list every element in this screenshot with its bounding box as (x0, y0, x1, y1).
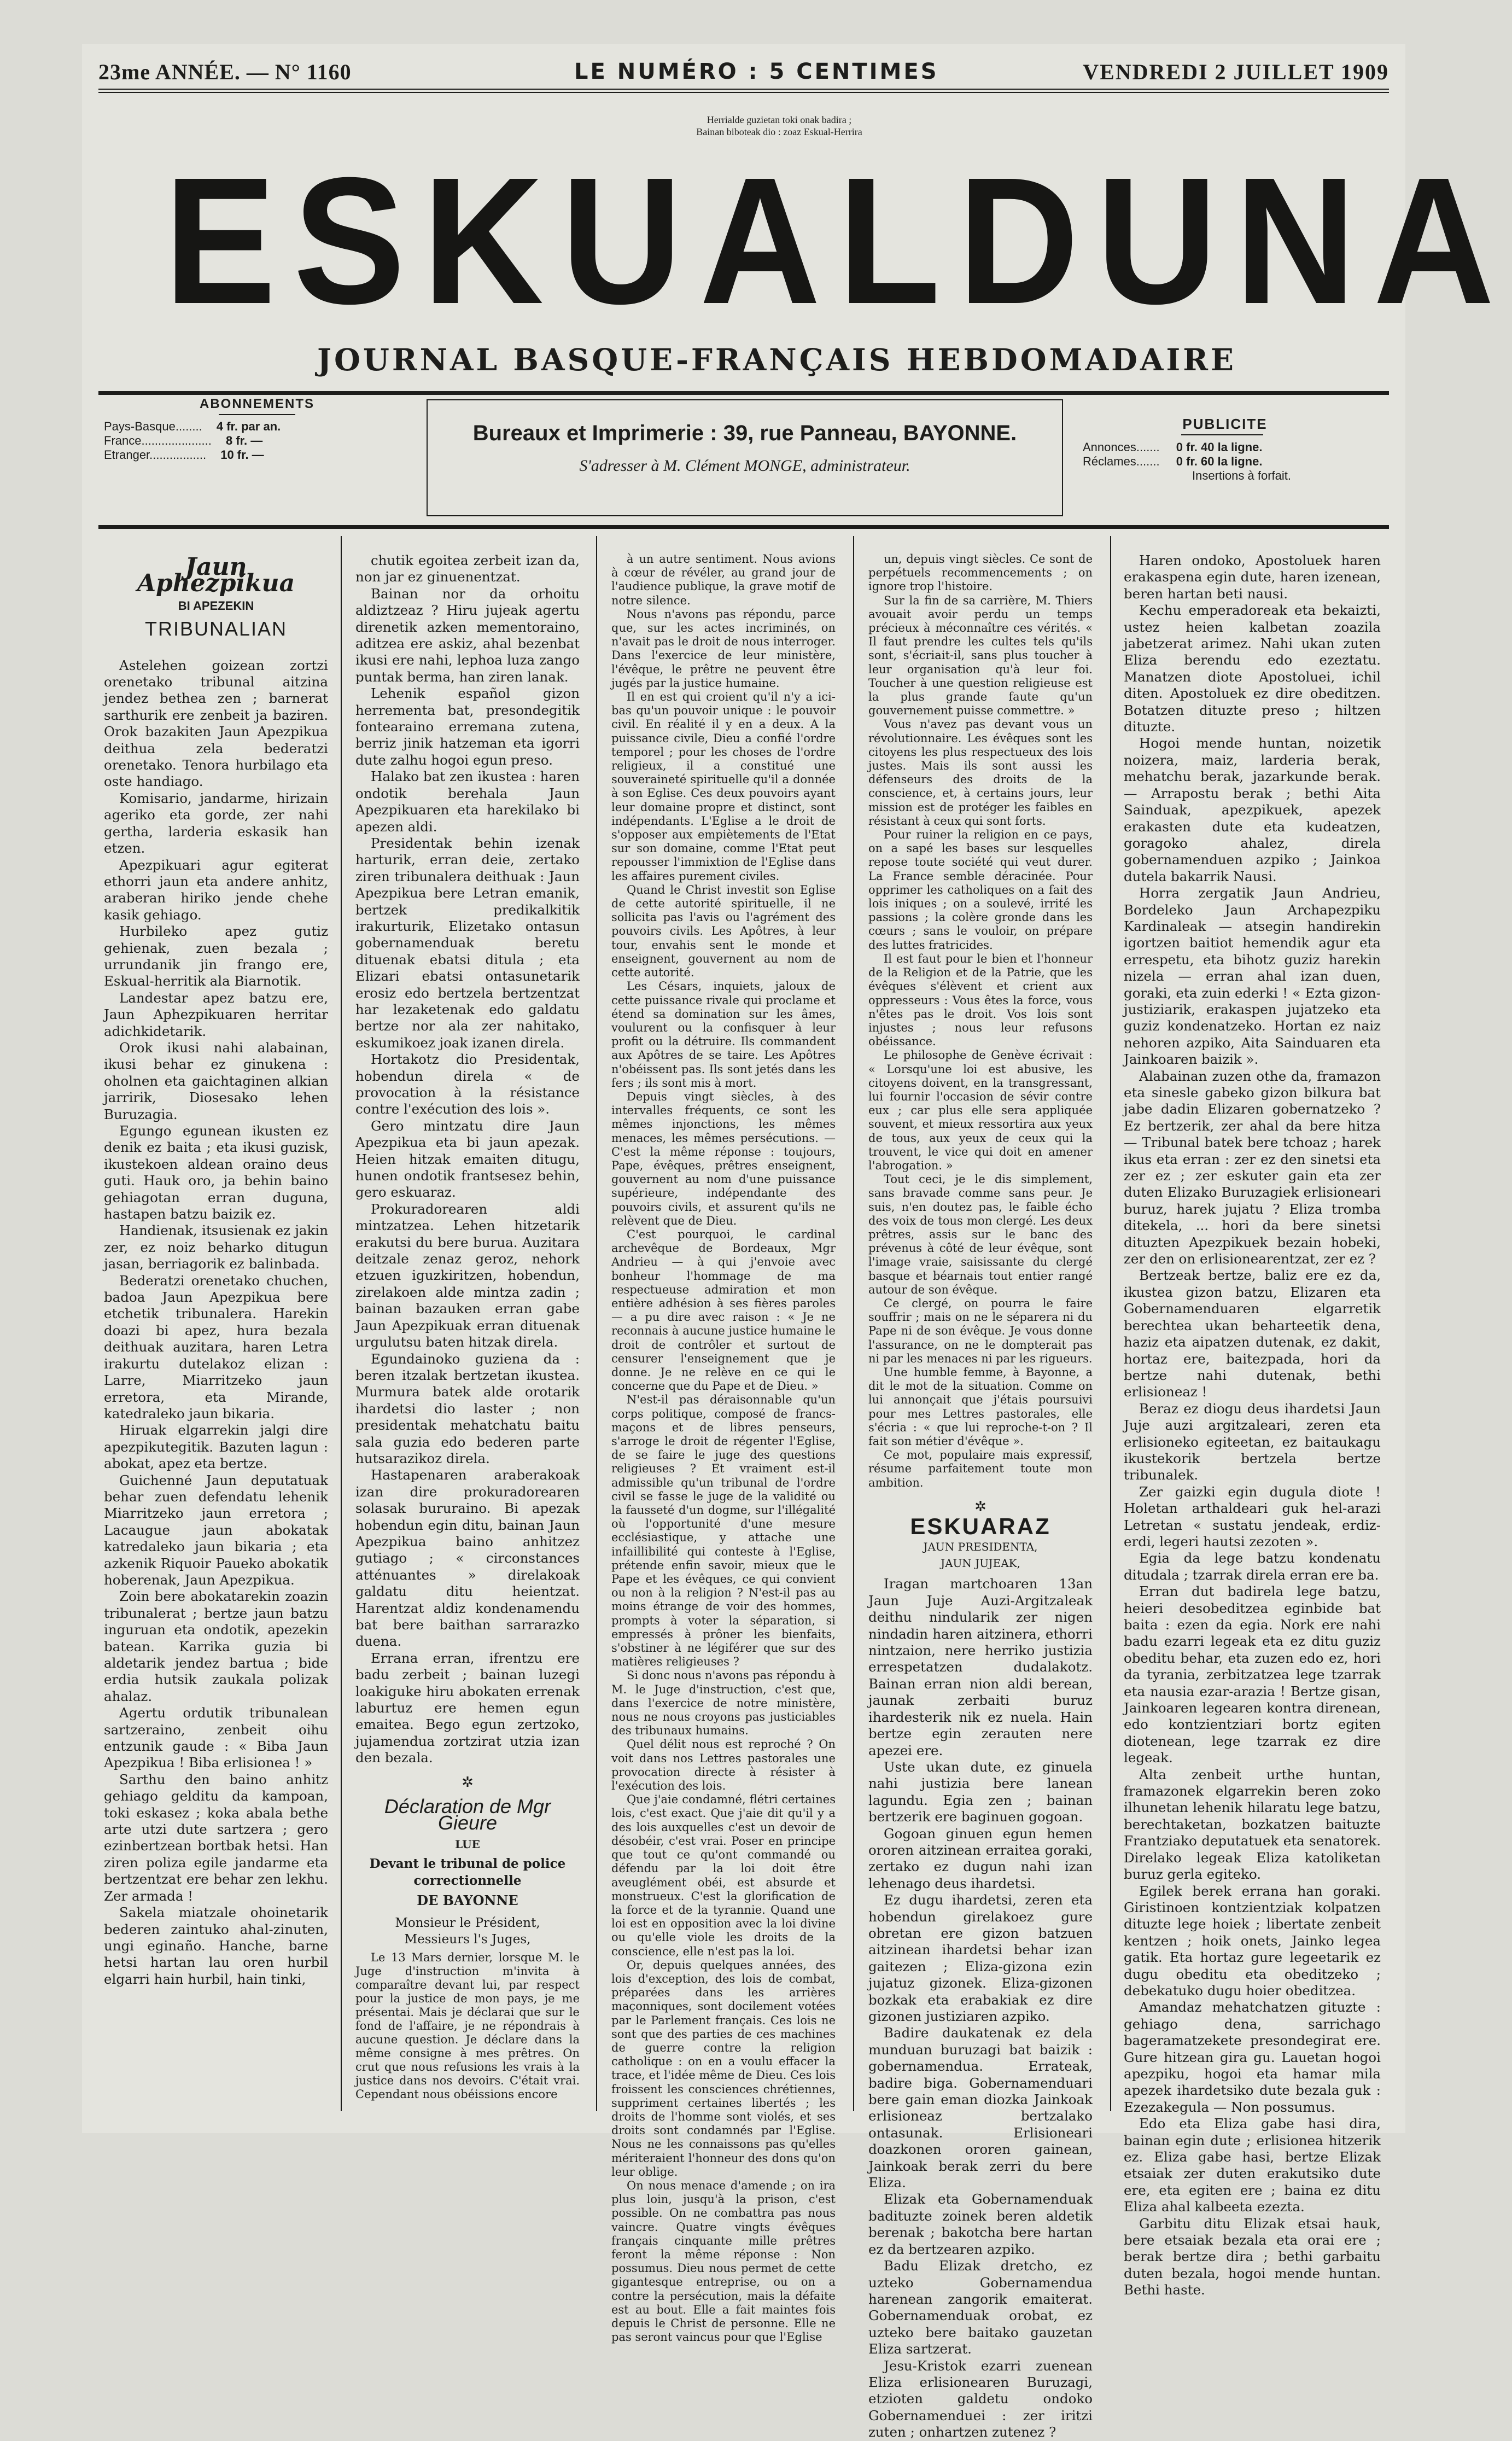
paragraph: Sakela miatzale ohoinetarik bederen zaintuko ahal-zinuten, ungi eginaño. Hanche, barne hetsi hartan lau oren hurbil elgarri hain hurbil, hain tinki, (104, 1904, 328, 1987)
paragraph: Hastapenaren araberakoak izan dire prokuradorearen solasak bururaino. Bi apezak hobendun egin ditu, bainan Jaun Apezpikua baino anhitzez gutiago ; « circonstances atténuantes » direlakoak galdatu ditu heientzat. Harentzat aldiz kondenamendu bat bere baithan sarrarazko duena. (355, 1467, 580, 1650)
bureaux-contact: S'adresser à M. Clément MONGE, administrateur. (579, 457, 910, 475)
issue-date: VENDREDI 2 JUILLET 1909 (1083, 60, 1389, 84)
column-divider (596, 536, 597, 2111)
masthead-top-line (82, 59, 1405, 92)
top-rule (98, 89, 1389, 90)
paragraph: Lehenik español gizon herrementa bat, presondegitik fontearaino erremana zutena, berriz jinik hatzeman eta igorri dute zalhu hogoi egun preso. (355, 685, 580, 768)
eskuaraz-salutation-1: JAUN PRESIDENTA, (923, 1540, 1038, 1553)
paragraph: Prokuradorearen aldi mintzatzea. Lehen hitzetarik erakutsi du bere burua. Auzitara deitzale zenaz geroz, nehork etzuen iguzkiritzen, hobendun, zirelakoen alde mintza zadin ; bainan bazauken erran gabe Jaun Apezpikuak erran dituenak urgulutsu baten hitzak direla. (355, 1201, 580, 1350)
paragraph: Une humble femme, à Bayonne, a dit le mot de la situation. Comme on lui annonçait que j'étais poursuivi pour mes Lettres pastorales, elle s'écria : « que lui reproche-t-on ? Il fait son métier d'évêque ». (868, 1365, 1093, 1448)
publicite-underline (1181, 434, 1263, 435)
publicite-box (1072, 416, 1378, 514)
abonnement-value: 4 fr. par an. (216, 420, 281, 433)
paragraph: Or, depuis quelques années, des lois d'exception, des lois de combat, préparées dans les arrières maçonniques, sont docilement votées par le Parlement français. Ces lois ne sont que des parties de ces machines de guerre contre la religion catholique : on en a voulu effacer la trace, et l'idée même de Dieu. Ces lois froissent les consciences chrétiennes, suppriment certaines libertés ; les droits de l'homme sont violés, et ses droits sont condamnés par l'Eglise. Nous ne les connaissons pas qu'elles mériteraient l'honneur des dons qu'on leur oblige. (611, 1958, 836, 2178)
paragraph: N'est-il pas déraisonnable qu'un corps politique, composé de francs-maçons et de libres penseurs, s'arroge le droit de régenter l'Eglise, de se faire le juge des questions religieuses ? Et vraiment est-il admissible qu'un tribunal de l'ordre civil se fasse le juge de la validité ou la fausseté d'un dogme, sur l'illégalité où l'opportunité d'une mesure ecclésiastique, y attache une infaillibilité qui conteste à l'Eglise, prétende enfin savoir, mieux que le Pape et les évêques, ce qui convient ou non à la religion ? N'est-il pas au moins étrange de voir des hommes, prompts à voter la séparation, si empressés à prôner les bienfaits, s'obstiner à ne légiférer que sur des matières religieuses ? (611, 1393, 836, 1669)
paragraph: On nous menace d'amende ; on ira plus loin, jusqu'à la prison, c'est possible. On ne combattra pas nous vaincre. Quatre vingts évêques français cinquante mille prêtres feront la même réponse : Non possumus. Dieu nous permet de cette gigantesque entreprise, ou on a contre la persécution, mais la défaite est au bout. Elle a fait maintes fois depuis le Christ de personne. Elle ne pas seront vaincus pour que l'Eglise (611, 2178, 836, 2344)
paragraph: Astelehen goizean zortzi orenetako tribunal aitzina jendez bethea zen ; barnerat sarthurik ere zenbeit ja baziren. Orok bazakiten Jaun Apezpikua deithua zela bederatzi orenetako. Tenora hurbilago eta oste handiago. (104, 657, 328, 790)
paragraph: Le philosophe de Genève écrivait : « Lorsqu'une loi est abusive, les citoyens doivent, en la transgressant, lui fournir l'occasion de sévir contre eux ; car plus elle sera appliquée souvent, et mieux ressortira aux yeux de tous, aux yeux de ceux qui la trouvent, le vice qui doit en amener l'abrogation. » (868, 1048, 1093, 1172)
declaration-salutation-1: Monsieur le Président, (395, 1915, 540, 1930)
abonnement-row (104, 448, 416, 462)
paragraph: Egia da lege batzu kondenatu ditudala ; tzarrak direla erran ere ba. (1124, 1550, 1381, 1583)
publicite-label: Réclames....... (1083, 455, 1160, 468)
article-section: TRIBUNALIAN (144, 617, 288, 640)
paragraph: Bederatzi orenetako chuchen, badoa Jaun Apezpikua bere etchetik tribunalera. Harekin doazi bi apez, hura bezala deithuak auzitara, haren Letra irakurtu dutelakoz elizan : Larre, Miarritzeko jaun erretora, eta Mirande, katedraleko jaun bikaria. (104, 1272, 328, 1422)
eskuaraz-title: ESKUARAZ (910, 1513, 1051, 1540)
publicite-value: 0 fr. 60 la ligne. (1176, 455, 1263, 468)
paragraph: Hurbileko apez gutiz gehienak, zuen bezala ; urrundanik jin frango ere, Eskual-herritik ala Biarnotik. (104, 923, 328, 989)
abonnement-label: Pays-Basque........ (104, 420, 202, 433)
column-5 (1124, 552, 1381, 2298)
paragraph: Jesu-Kristok ezarri zuenean Eliza erlisionearen Buruzagi, etzioten galdetu ondoko Gobernamenduei : zer iritzi zuten ; onhartzen zutenez ? (868, 2357, 1093, 2440)
paragraph: Ez dugu ihardetsi, zeren eta hobendun girelakoez gure obretan ere gizon batzuen aitzinean ihardetsi behar izan gaitezen ; Eliza-gizona ezin jujatuz gizonek. Eliza-gizonen bozkak eta erabakiak ez dire gizonen justiziaren azpiko. (868, 1892, 1093, 2024)
abonnements-underline (219, 414, 295, 415)
abonnement-row (104, 434, 416, 448)
motto (626, 114, 932, 138)
paragraph: à un autre sentiment. Nous avions à cœur de révéler, au grand jour de l'audience publique, la grave motif de notre silence. (611, 552, 836, 607)
publicite-row (1083, 440, 1378, 455)
paragraph: Vous n'avez pas devant vous un révolutionnaire. Les évêques sont les citoyens les plus respectueux des lois justes. Mais ils sont aussi les défenseurs des droits de la conscience, et, à certains jours, leur mission est de protéger les faibles en résistant à ceux qui sont forts. (868, 718, 1093, 828)
separator-mark: ✲ (974, 1498, 986, 1515)
paragraph: Handienak, itsusienak ez jakin zer, ez noiz beharko ditugun jasan, berriagorik ez balinbada. (104, 1222, 328, 1272)
paragraph: chutik egoitea zerbeit izan da, non jar ez ginuenentzat. (355, 552, 580, 585)
abonnement-value: 8 fr. — (225, 434, 263, 447)
column-4 (868, 552, 1093, 2440)
publicite-note: Insertions à forfait. (1192, 469, 1291, 482)
paragraph: Amandaz mehatchatzen gituzte : gehiago dena, sarrichago bageramatzekete presondegirat ere. Gure hitzean gira gu. Lauetan hogoi apezpiku, hogoi eta hamar mila apezek ihardetsiko dute bezala guk : Ezezakegula — Non possumus. (1124, 1999, 1381, 2115)
columns-rule (98, 525, 1389, 529)
motto-line-2: Bainan biboteak dio : zoaz Eskual-Herrira (696, 126, 862, 137)
paragraph: Horra zergatik Jaun Andrieu, Bordeleko Jaun Archapezpiku Kardinaleak — atsegin handirekin igortzen baitiot hemendik agur eta errespetu, eta bihotz guziz harekin nizela — erran ahal izan duen, goraki, eta zuin ederki ! « Ezta gizon-justiziarik, erakaspen jujatzeko eta guziz kondenatzeko. Hortan ez naiz nehoren azpiko, Aita Sainduaren eta Jainkoaren baizik ». (1124, 885, 1381, 1068)
paragraph: Kechu emperadoreak eta bekaizti, ustez heien kalbetan zoazila jabetzerat arimez. Nahi ukan zuten Eliza berendu edo ezeztatu. Manatzen diote Apostoluei, ichil diten. Apostoluek ez dire obeditzen. Botatzen dituzte preso ; hiltzen dituzte. (1124, 602, 1381, 735)
paragraph: Hortakotz dio Presidentak, hobendun direla « de provocation à la résistance contre l'exécution des lois ». (355, 1051, 580, 1117)
paragraph: Orok ikusi nahi alabainan, ikusi behar ez ginukena : oholnen eta gaichtaginen alkian jarririk, Diosesako lehen Buruzagia. (104, 1039, 328, 1122)
eskuaraz-text (868, 1576, 1093, 2440)
column-divider (853, 536, 854, 2111)
bureaux-address: Bureaux et Imprimerie : 39, rue Panneau, BAYONNE. (472, 421, 1017, 445)
eskuaraz-salutation-2: JAUN JUJEAK, (941, 1557, 1020, 1570)
price: LE NUMÉRO : 5 CENTIMES (574, 59, 939, 84)
column-4-text (868, 552, 1093, 1490)
paragraph: Presidentak behin izenak harturik, erran deie, zertako ziren tribunalera deithuak : Jaun Apezpikua bere Letran emanik, bertzek predikalkitik irakurturik, Elizetako ontasun gobernamenduak beretu dituenak ebatsi ditula ; eta Elizari ebatsi ontasunetarik erosiz edo bertzela bertzentzat har lezaketenak edo galdatu bertze nor ala zer nahitako, eskumikoez joak izanen direla. (355, 835, 580, 1051)
abonnements-heading: ABONNEMENTS (199, 397, 314, 411)
newspaper-title: ESKUALDUNA (164, 139, 1512, 341)
column-1 (104, 552, 328, 2117)
article-subtitle: BI APEZEKIN (178, 598, 254, 613)
column-5-text (1124, 552, 1381, 2299)
paragraph: Hogoi mende huntan, noizetik noizera, maiz, larderia berak, mehatchu berak, jazarkunde berak. — Arrapostu berak ; bethi Aita Sainduak, apezpikuek, apezek erakasten dute eta kudeatzen, goragoko ahalez, direla gobernamenduen azpiko ; Jainkoa dutela bakarrik Nausi. (1124, 735, 1381, 884)
column-3 (611, 552, 836, 2344)
paragraph: Si donc nous n'avons pas répondu à M. le Juge d'instruction, c'est que, dans l'exercice de notre ministère, nous ne nous croyons pas justiciables des tribunaux humains. (611, 1669, 836, 1738)
paragraph: Gero mintzatu dire Jaun Apezpikua eta bi jaun apezak. Heien hitzak emaiten ditugu, hunen ondotik frantsesez behin, gero eskuaraz. (355, 1117, 580, 1201)
paragraph: Zoin bere abokatarekin zoazin tribunalerat ; bertze jaun batzu inguruan eta ondotik, apezekin batean. Karrika guzia bi aldetarik jendez bartua ; bide erdia hutsik zaukala polizak ahalaz. (104, 1588, 328, 1704)
paragraph: Hiruak elgarrekin jalgi dire apezpikutegitik. Bazuten lagun : abokat, apez eta bertze. (104, 1422, 328, 1472)
paragraph: Quel délit nous est reproché ? On voit dans nos Lettres pastorales une provocation directe à résister à l'exécution des lois. (611, 1738, 836, 1793)
header-rule (98, 391, 1389, 395)
declaration-salutation-2: Messieurs l's Juges, (404, 1932, 531, 1947)
newspaper-subtitle: JOURNAL BASQUE-FRANÇAIS HEBDOMADAIRE (317, 342, 1236, 377)
publicite-row (1083, 455, 1378, 469)
abonnements-rows (98, 420, 416, 462)
publicite-value: 0 fr. 40 la ligne. (1176, 440, 1263, 454)
abonnement-label: France..................... (104, 434, 212, 447)
paragraph: Pour ruiner la religion en ce pays, on a sapé les bases sur lesquelles repose toute société qui veut durer. La France semble déracinée. Pour opprimer les catholiques on a fait des lois iniques ; on a soulevé, irrité les passions ; la colère gronde dans les cœurs ; sans le vouloir, on prépare des luttes fratricides. (868, 828, 1093, 952)
declaration-lue: LUE (455, 1837, 480, 1851)
top-rule-2 (98, 92, 1389, 93)
paragraph: Komisario, jandarme, hirizain ageriko eta gorde, zer nahi gertha, larderia eskasik han etzen. (104, 790, 328, 857)
paragraph: Ce clergé, on pourra le faire souffrir ; mais on ne le séparera ni du Pape ni de son évêque. Je vous donne l'assurance, on ne le dompterait pas ni par les menaces ni par les rigueurs. (868, 1296, 1093, 1365)
paragraph: Bainan nor da orhoitu aldiztzeaz ? Hiru jujeak agertu direnetik azken mementoraino, aditzea ere askiz, ahal bezenbat ikusi ere nahi, lephoa luza zango puntak berma, han ziren lanak. (355, 585, 580, 685)
publicite-label: Annonces....... (1083, 440, 1160, 454)
column-2 (355, 552, 580, 2117)
paragraph: Erran dut badirela lege batzu, heieri desobeditzea eginbide bat baita : ezen da egia. Nork ere nahi badu ezarri legeak eta ez ditu guziz obeditu behar, eta zuzen edo ez, hori da tyrania, zerbitzatzea lege tzarrak eta nausia ezar-arazia ! Bertze gisan, Jainkoaren legearen kontra direnean, edo kontzientziari bortz egiten diotenean, lege tzarrak ez dire legeak. (1124, 1583, 1381, 1766)
column-3-text (611, 552, 836, 2344)
paragraph: Bertzeak bertze, baliz ere ez da, ikustea gizon batzu, Elizaren eta Gobernamenduaren elgarretik berechtea ukan beharteetik dena, haziz eta aipatzen dutenak, ez dakit, hortaz ere, baitezpada, hori da bertze nahi dutenak, bethi erlisioneaz ! (1124, 1267, 1381, 1400)
paragraph: Gogoan ginuen egun hemen ororen aitzinean erraitea goraki, zertako ez dugun nahi izan lehenago deus ihardetsi. (868, 1825, 1093, 1891)
paragraph: Egungo egunean ikusten ez denik ez baita ; eta ikusi guzisk, ikustekoen aldean oraino deus guti. Hauk oro, ja behin baino gehiagotan erran duguna, hastapen batzu baizik ez. (104, 1123, 328, 1222)
paragraph: Agertu ordutik tribunalean sartzeraino, zenbeit oihu entzunik gaude : « Biba Jaun Apezpikua ! Biba erlisionea ! » (104, 1705, 328, 1771)
paragraph: Errana erran, ifrentzu ere badu zerbeit ; bainan luzegi loakiguke hiru abokaten errenak laburtuz ere hemen egun emaitea. Bego egun zertzoko, jujamendua zortzirat utzia izan den bezala. (355, 1650, 580, 1766)
paragraph: Il est faut pour le bien et l'honneur de la Religion et de la Patrie, que les évêques s'élèvent et crient aux oppresseurs : Vous êtes la force, vous n'êtes pas le droit. Vos lois sont injustes ; nous leur refusons obéissance. (868, 952, 1093, 1048)
paragraph: un, depuis vingt siècles. Ce sont de perpétuels recommencements ; on ignore trop l'histoire. (868, 552, 1093, 593)
publicite-rows (1072, 440, 1378, 483)
paragraph: Les Césars, inquiets, jaloux de cette puissance rivale qui proclame et étend sa domination sur les âmes, voulurent ou la confisquer à leur profit ou la détruire. Ils commandent aux Apôtres de se taire. Les Apôtres n'obéissent pas. Ils sont jetés dans les fers ; ils sont mis à mort. (611, 980, 836, 1090)
column-divider (1110, 536, 1111, 2111)
paragraph: Apezpikuari agur egiterat ethorri jaun eta andere anhitz, araberan hiriko jende chehe kasik gehiago. (104, 857, 328, 923)
publicite-heading: PUBLICITE (1182, 416, 1268, 432)
paragraph: Depuis vingt siècles, à des intervalles fréquents, ce sont les mêmes injonctions, les mêmes menaces, les mêmes persécutions. — C'est la même réponse : toujours, Pape, évêques, prêtres enseignent, gouvernent au nom d'une puissance supérieure, indépendante des pouvoirs civils, et assurent qu'ils ne relèvent que de Dieu. (611, 1090, 836, 1227)
paragraph: Alabainan zuzen othe da, framazon eta sinesle gabeko gizon bilkura bat jabe dadin Elizaren gobernatzeko ? Ez bertzerik, zer ahal da bere hitza — Tribunal batek bere tchoaz ; harek ikus eta erran : zer ez den sinetsi eta zer ez ; zer eskuter gain eta zer duten Elizako Buruzagiek erlisioneari buruz, harek jujatu ? Eliza tromba ditekela, ... hori da bere sinetsi dituzten Apezpikuek bezain hobeki, zer den on erlisionearentzat, zer ez ? (1124, 1068, 1381, 1267)
separator-mark: ✲ (462, 1774, 474, 1791)
abonnements-box (98, 397, 416, 517)
column-1-text (104, 657, 328, 1988)
paragraph: Il en est qui croient qu'il n'y a ici-bas qu'un pouvoir unique : le pouvoir civil. En réalité il y en a deux. A la puissance civile, Dieu a confié l'ordre temporel ; pour les choses de l'ordre religieux, il a constitué une souveraineté spirituelle qu'il a donnée à son Eglise. Ces deux pouvoirs ayant leur domaine propre et distinct, sont indépendants. L'Eglise a le droit de s'opposer aux empiètements de l'Etat sur son domaine, comme l'Etat peut repousser l'immixtion de l'Eglise dans les affaires purement civiles. (611, 690, 836, 883)
paragraph: Nous n'avons pas répondu, parce que, sur les actes incriminés, on n'avait pas le droit de nous interroger. Dans l'exercice de leur ministère, l'évêque, le prêtre ne peuvent être jugés par la justice humaine. (611, 607, 836, 690)
paragraph: Landestar apez batzu ere, Jaun Aphezpikuaren herritar adichkidetarik. (104, 989, 328, 1039)
newspaper-page (82, 44, 1512, 2440)
paragraph: Uste ukan dute, ez ginuela nahi justizia bere lanean lagundu. Egia zen ; bainan bertzerik ere baginuen gogoan. (868, 1758, 1093, 1825)
paragraph: Egilek berek errana han goraki. Giristinoen kontzientziak kolpatzen dituzte lege hoiek ; libertate zenbeit kentzen ; hoik onets, Jainko legea gatik. Eta hortaz gure legeetarik ez dugu obeditu eta obeditzeko ; debekatuko dugu hoier obeditzea. (1124, 1883, 1381, 1999)
paragraph: Beraz ez diogu deus ihardetsi Jaun Juje auzi argitzaleari, zeren eta erlisioneko egiteetan, ez baitaukagu ikustekorik bertzela bertze tribunalek. (1124, 1400, 1381, 1483)
motto-line-1: Herrialde guzietan toki onak badira ; (707, 114, 852, 125)
paragraph: Haren ondoko, Apostoluek haren erakaspena egin dute, haren izenean, beren hartan beti nausi. (1124, 552, 1381, 602)
declaration-venue: Devant le tribunal de police correctionnelle (369, 1856, 566, 1888)
paragraph: Garbitu ditu Elizak etsai hauk, bere etsaiak bezala eta orai ere ; berak bertze dira ; bethi garbaitu duten bezala, hogoi mende huntan. Bethi haste. (1124, 2215, 1381, 2298)
paragraph: Quand le Christ investit son Eglise de cette autorité spirituelle, il ne sollicita pas l'avis ou l'agrément des pouvoirs civils. Les Apôtres, à leur tour, envahis sent le monde et enseignent, gouvernent au nom de cette autorité. (611, 883, 836, 980)
article-title: Jaun Aphezpikua (137, 553, 295, 598)
column-2-text (355, 552, 580, 1767)
paragraph: Zer gaizki egin dugula diote ! Holetan arthaldeari guk hel-arazi Letretan « sustatu jendeak, erdiz-erdi, legeri hautsi zezoten ». (1124, 1483, 1381, 1549)
paragraph: Ce mot, populaire mais expressif, résume parfaitement toute mon ambition. (868, 1448, 1093, 1489)
paragraph: Sarthu den baino anhitz gehiago gelditu da kampoan, toki eskasez ; koka abala bethe arte utzi dute sartzera ; gero ezinbertzean bortbak hetsi. Han ziren poliza egile jandarme eta bertzentzat ere behar zen lekhu. Zer armada ! (104, 1771, 328, 1904)
declaration-title: Déclaration de Mgr Gieure (384, 1795, 551, 1834)
paragraph: Badu Elizak dretcho, ez uzteko Gobernamendua harenean zangorik emaiterat. Gobernamenduak orobat, ez uzteko bere baitako gauzetan Eliza sartzerat. (868, 2258, 1093, 2357)
paragraph: C'est pourquoi, le cardinal archevêque de Bordeaux, Mgr Andrieu — à qui j'envoie avec bonheur l'hommage de ma respectueuse admiration et mon entière adhésion à ses fières paroles — a pu dire avec raison : « Je ne reconnais à aucune justice humaine le droit de contrôler et surtout de censurer l'enseignement que je donne. Je ne relève en ce qui le concerne que du Pape et de Dieu. » (611, 1227, 836, 1393)
declaration-city: DE BAYONNE (417, 1892, 518, 1909)
abonnement-label: Etranger................. (104, 448, 207, 462)
paragraph: Alta zenbeit urthe huntan, framazonek elgarrekin beren zoko ilhunetan lehenik hilaratu lege batzu, berechtaketan, bozkatzen baituzte Frantziako deputatuek eta senatorek. Direlako legeak Eliza katoliketan buruz gerla egiteko. (1124, 1766, 1381, 1883)
paragraph: Edo eta Eliza gabe hasi dira, bainan egin dute ; erlisionea hitzerik ez. Eliza gabe hasi, bertze Elizak etsaiak zer duten erakutsiko dute ere, eta egiten ere ; baina ez ditu Eliza ahal kalbeeta ezezta. (1124, 2116, 1381, 2215)
abonnement-row (104, 420, 416, 434)
abonnement-value: 10 fr. — (220, 448, 264, 462)
paragraph: Elizak eta Gobernamenduak badituzte zoinek beren aldetik berenak ; bakotcha bere hartan ez da bertzearen azpiko. (868, 2191, 1093, 2257)
bureaux-box (427, 399, 1063, 516)
column-divider (341, 536, 342, 2111)
paragraph: Sur la fin de sa carrière, M. Thiers avouait avoir perdu un temps précieux à méconnaître ces vérités. « Il faut prendre les cultes tels qu'ils sont, s'écriait-il, sans plus toucher à leur organisation qu'à leur foi. Toucher à une question religieuse est la plus grande faute qu'un gouvernement puisse commettre. » (868, 593, 1093, 718)
paragraph: Que j'aie condamné, flétri certaines lois, c'est exact. Que j'aie dit qu'il y a des lois auxquelles c'est un devoir de désobéir, c'est vrai. Poser en principe que tout ce qu'ont commandé ou défendu par la loi doit être aveuglément obéi, est absurde et monstrueux. C'est la glorification de la force et de la tyrannie. Quand une loi est en opposition avec la loi divine ou qu'elle viole les droits de la conscience, elle n'est pas la loi. (611, 1793, 836, 1958)
paragraph: Iragan martchoaren 13an Jaun Juje Auzi-Argitzaleak deithu nindularik zer nigen nindadin haren aitzinera, ethorri nintzaion, nere herriko justizia errespetatzen dudalakotz. Bainan erran nion aldi berean, jaunak zerbaiti buruz ihardesterik nik ez nuela. Hain bertze egin zerauten nere apezei ere. (868, 1576, 1093, 1758)
declaration-body: Le 13 Mars dernier, lorsque M. le Juge d'instruction m'invita à comparaître devant lui, par respect pour la justice de mon pays, je me présentai. Mais je déclarai que sur le fond de l'affaire, je ne répondrais à aucune question. Je déclare dans la même consigne à mes prêtres. On crut que nous refusions les vrais à la justice dans nos devoirs. C'était vrai. Cependant nous obéissions encore (355, 1951, 580, 2101)
paragraph: Badire daukatenak ez dela munduan buruzagi bat baizik : gobernamendua. Errateak, badire biga. Gobernamenduari bere gain eman diozka Jainkoak erlisioneaz bertzalako ontasunak. Erlisioneari doazkonen ororen gainean, Jainkoak berak zerri du bere Eliza. (868, 2025, 1093, 2191)
paragraph: Halako bat zen ikustea : haren ondotik berehala Jaun Apezpikuaren eta harekilako bi apezen aldi. (355, 768, 580, 835)
paragraph: Guichenné Jaun deputatuak behar zuen defendatu lehenik Miarritzeko jaun erretora ; Lacaugue jaun abokatak katredaleko jaun bikaria ; eta azkenik Riquoir Paueko abokatik hoberenak, Jaun Apezpikua. (104, 1472, 328, 1588)
paragraph: Egundainoko guziena da : beren itzalak bertzetan ikustea. Murmura batek alde orotarik ihardetsi dio laster ; non presidentak mehatchatu baitu sala guzia edo bederen parte hutsarazikoz direla. (355, 1350, 580, 1466)
issue-number: 23me ANNÉE. — N° 1160 (98, 60, 352, 84)
paragraph: Tout ceci, je le dis simplement, sans bravade comme sans peur. Je suis, n'en doutez pas, le faible écho des voix de tous mon clergé. Les deux prêtres, assis sur le banc des prévenus à côté de leur évêque, sont l'image vraie, saisissante du clergé basque et béarnais tout entier rangé autour de son évêque. (868, 1173, 1093, 1296)
